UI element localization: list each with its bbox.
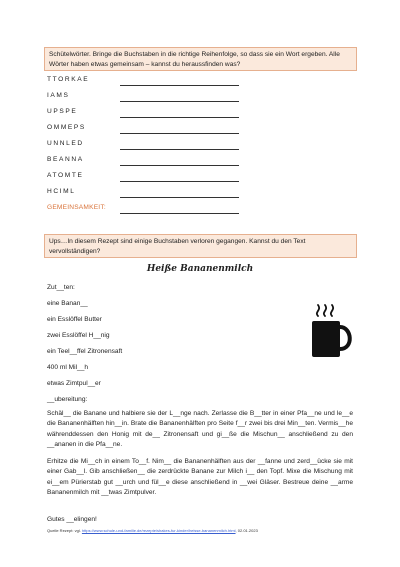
word-row	[47, 124, 347, 136]
word-row	[47, 140, 347, 152]
word-row	[47, 76, 347, 88]
answer-line[interactable]	[120, 117, 239, 118]
source-prefix: Quelle Rezept: vgl.	[47, 528, 82, 533]
word-row	[47, 92, 347, 104]
answer-line[interactable]	[120, 133, 239, 134]
scrambled-word: UNNLED	[47, 140, 84, 147]
ingredient-item: ein Esslöffel Butter	[47, 316, 102, 323]
answer-line[interactable]	[120, 181, 239, 182]
scrambled-word: ATOMTE	[47, 172, 84, 179]
source-citation	[47, 528, 258, 533]
ingredient-item: ein Teel__ffel Zitronensaft	[47, 348, 123, 355]
scrambled-word: BEANNA	[47, 156, 84, 163]
recipe-title: Heiße Bananenmilch	[146, 264, 254, 274]
source-link[interactable]: https://www.schule-und-familie.de/rezepte/shakes-fur-kinder/heisse-bananenmilch.html	[81, 528, 236, 533]
hot-mug-icon	[308, 304, 356, 360]
answer-line[interactable]	[120, 197, 239, 198]
recipe-paragraph-1: Schäl__ die Banane und halbiere sie der L__nge nach. Zerlasse die B__tter in einer Pfa__ne und le__e die Bananenhälften hin__in. Brate die Bananenhälften pro Seite f__r zwei bis drei Min__ten. Vermis__he währenddessen den Honig mit de__ Zitronensaft und gi__ße die Mischun__ anschließend zu den __ananen in die Pfa__ne.	[47, 410, 353, 448]
scrambled-word: TTORKAE	[47, 76, 90, 83]
preparation-heading: __ubereitung:	[47, 396, 88, 403]
source-date: , 02.01.2023	[235, 528, 258, 533]
task2-instruction: Ups…In diesem Rezept sind einige Buchstaben verloren gegangen. Kannst du den Text vervollständigen?	[49, 238, 306, 255]
scrambled-word: OMMEPS	[47, 124, 86, 131]
answer-line[interactable]	[120, 85, 239, 86]
word-row	[47, 188, 347, 200]
answer-line[interactable]	[120, 213, 239, 214]
answer-line[interactable]	[120, 149, 239, 150]
recipe-closing: Gutes __elingen!	[47, 516, 97, 523]
word-row	[47, 172, 347, 184]
task2-instruction-box	[44, 234, 357, 258]
ingredient-item: 400 ml Mil__h	[47, 364, 89, 371]
task1-instruction-box	[44, 47, 357, 71]
common-row	[47, 204, 347, 216]
word-row	[47, 108, 347, 120]
task1-instruction: Schütelwörter. Bringe die Buchstaben in die richtige Reihenfolge, so dass sie ein Wort ergeben. Alle Wörter haben etwas gemeinsam – kannst du heraussfinden was?	[49, 51, 340, 68]
ingredient-item: zwei Esslöffel H__nig	[47, 332, 110, 339]
answer-line[interactable]	[120, 165, 239, 166]
ingredient-item: etwas Zimtpul__er	[47, 380, 101, 387]
scrambled-word: HCIML	[47, 188, 76, 195]
ingredients-heading: Zut__ten:	[47, 284, 75, 291]
scrambled-word: UPSPE	[47, 108, 78, 115]
scrambled-word: IAMS	[47, 92, 70, 99]
answer-line[interactable]	[120, 101, 239, 102]
word-row	[47, 156, 347, 168]
common-label: GEMEINSAMKEIT:	[47, 204, 106, 211]
recipe-paragraph-2: Erhitze die Mi__ch in einem To__f. Nim__ die Bananenhälften aus der __fanne und zerd__ücke sie mit einer Gab__l. Gib anschließen__ die zerdrückte Banane zur Milch i__ den Topf. Mixe die Mischung mit ei__em Pürierstab gut __urch und fül__e diese anschließend in __wei Gläser. Bestreue deine __arme Bananenmilch mit __twas Zimtpulver.	[47, 458, 353, 496]
ingredient-item: eine Banan__	[47, 300, 88, 307]
